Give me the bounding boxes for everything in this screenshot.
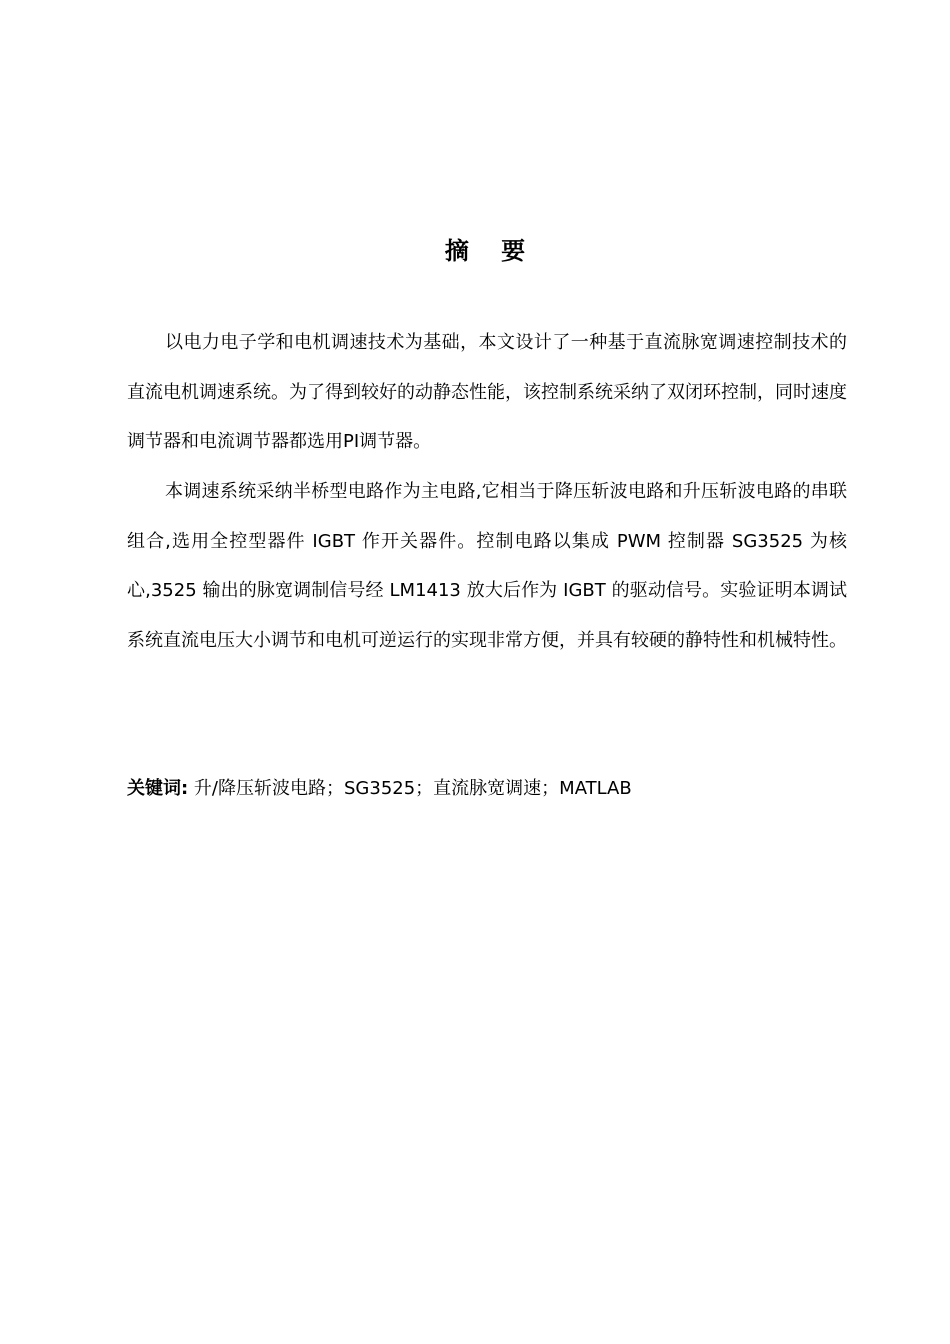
keywords-label: 关键词:: [127, 778, 189, 799]
abstract-paragraph-1: 以电力电子学和电机调速技术为基础，本文设计了一种基于直流脉宽调速控制技术的直流电机调速系统。为了得到较好的动静态性能，该控制系统采纳了双闭环控制，同时速度调节器和电流调节器都选用PI调节器。: [127, 332, 847, 452]
abstract-paragraph-2: 本调速系统采纳半桥型电路作为主电路,它相当于降压斩波电路和升压斩波电路的串联组合,选用全控型器件 IGBT 作开关器件。控制电路以集成 PWM 控制器 SG3525 为核心,3525 输出的脉宽调制信号经 LM1413 放大后作为 IGBT 的驱动信号。实验证明本调试系统直流电压大小调节和电机可逆运行的实现非常方便，并具有较硬的静特性和机械特性。: [127, 481, 847, 651]
keywords-line: [127, 772, 847, 806]
abstract-title: 摘 要: [444, 237, 538, 265]
keywords-text: 升/降压斩波电路；SG3525；直流脉宽调速；MATLAB: [188, 778, 632, 799]
